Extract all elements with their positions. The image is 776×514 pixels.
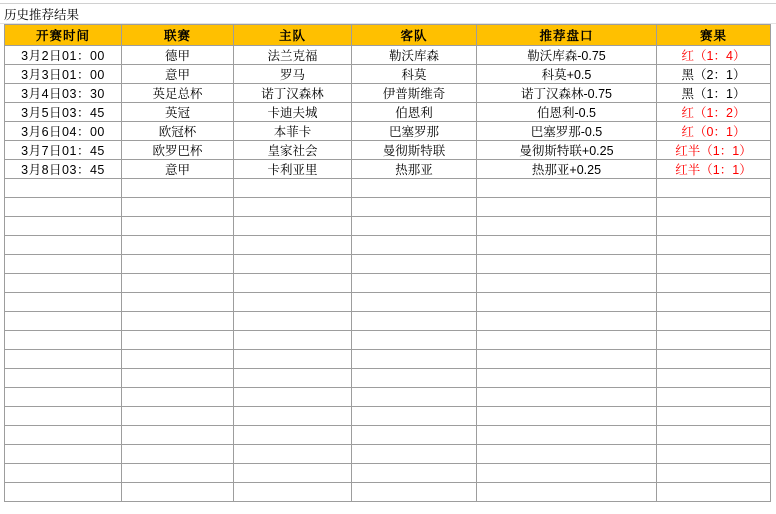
cell-empty [234, 483, 352, 502]
cell-result: 红半（1：1） [657, 160, 771, 179]
table-row [5, 141, 771, 160]
cell-empty [352, 426, 477, 445]
cell-empty [477, 483, 657, 502]
cell-empty [352, 407, 477, 426]
cell-away: 热那亚 [352, 160, 477, 179]
cell-empty [234, 236, 352, 255]
table-empty-row [5, 312, 771, 331]
cell-empty [122, 483, 234, 502]
cell-empty [5, 293, 122, 312]
table-empty-row [5, 255, 771, 274]
cell-away: 巴塞罗那 [352, 122, 477, 141]
cell-empty [122, 217, 234, 236]
cell-line: 热那亚+0.25 [477, 160, 657, 179]
cell-empty [234, 255, 352, 274]
table-empty-row [5, 464, 771, 483]
table-header-row [5, 25, 771, 46]
table-empty-row [5, 331, 771, 350]
cell-empty [477, 331, 657, 350]
cell-empty [122, 464, 234, 483]
cell-empty [657, 331, 771, 350]
cell-empty [352, 331, 477, 350]
cell-empty [5, 255, 122, 274]
cell-empty [657, 198, 771, 217]
cell-empty [477, 388, 657, 407]
cell-empty [234, 426, 352, 445]
cell-empty [352, 445, 477, 464]
cell-empty [477, 255, 657, 274]
table-empty-row [5, 426, 771, 445]
column-header-line: 推荐盘口 [477, 25, 657, 46]
cell-empty [657, 483, 771, 502]
cell-home: 罗马 [234, 65, 352, 84]
sheet-area [0, 24, 776, 502]
cell-empty [122, 312, 234, 331]
cell-empty [122, 426, 234, 445]
cell-empty [234, 312, 352, 331]
cell-empty [477, 179, 657, 198]
cell-away: 勒沃库森 [352, 46, 477, 65]
cell-empty [477, 198, 657, 217]
cell-empty [234, 274, 352, 293]
cell-empty [234, 350, 352, 369]
table-empty-row [5, 274, 771, 293]
cell-empty [477, 426, 657, 445]
cell-empty [5, 179, 122, 198]
cell-empty [477, 445, 657, 464]
cell-empty [657, 274, 771, 293]
cell-empty [122, 369, 234, 388]
cell-empty [234, 331, 352, 350]
cell-empty [352, 388, 477, 407]
cell-empty [352, 312, 477, 331]
cell-empty [5, 483, 122, 502]
cell-empty [122, 255, 234, 274]
cell-empty [234, 293, 352, 312]
cell-empty [122, 407, 234, 426]
document-title-row [0, 4, 776, 24]
page-title: 历史推荐结果 [4, 7, 80, 22]
table-row [5, 160, 771, 179]
cell-away: 科莫 [352, 65, 477, 84]
cell-result: 红（1：2） [657, 103, 771, 122]
cell-empty [5, 426, 122, 445]
history-recommendation-table [4, 24, 771, 502]
cell-empty [122, 388, 234, 407]
cell-time: 3月3日01：00 [5, 65, 122, 84]
cell-empty [234, 198, 352, 217]
table-body [5, 46, 771, 502]
cell-empty [657, 350, 771, 369]
cell-empty [5, 350, 122, 369]
table-empty-row [5, 236, 771, 255]
cell-line: 伯恩利-0.5 [477, 103, 657, 122]
column-header-time: 开赛时间 [5, 25, 122, 46]
cell-empty [477, 312, 657, 331]
cell-line: 诺丁汉森林-0.75 [477, 84, 657, 103]
cell-empty [5, 388, 122, 407]
cell-empty [352, 369, 477, 388]
cell-empty [234, 369, 352, 388]
cell-empty [5, 445, 122, 464]
cell-empty [234, 445, 352, 464]
cell-home: 本菲卡 [234, 122, 352, 141]
cell-empty [5, 312, 122, 331]
cell-league: 意甲 [122, 65, 234, 84]
cell-result: 黑（2：1） [657, 65, 771, 84]
cell-empty [477, 464, 657, 483]
cell-time: 3月7日01：45 [5, 141, 122, 160]
cell-line: 巴塞罗那-0.5 [477, 122, 657, 141]
cell-time: 3月8日03：45 [5, 160, 122, 179]
cell-empty [352, 217, 477, 236]
cell-league: 英足总杯 [122, 84, 234, 103]
cell-result: 红半（1：1） [657, 141, 771, 160]
cell-empty [477, 350, 657, 369]
column-header-league: 联赛 [122, 25, 234, 46]
cell-empty [122, 274, 234, 293]
cell-away: 曼彻斯特联 [352, 141, 477, 160]
table-row [5, 46, 771, 65]
cell-empty [477, 236, 657, 255]
cell-empty [122, 293, 234, 312]
column-header-result: 赛果 [657, 25, 771, 46]
cell-empty [5, 369, 122, 388]
cell-home: 卡利亚里 [234, 160, 352, 179]
cell-empty [352, 293, 477, 312]
cell-empty [477, 407, 657, 426]
column-header-home: 主队 [234, 25, 352, 46]
cell-empty [657, 179, 771, 198]
cell-empty [477, 293, 657, 312]
table-empty-row [5, 407, 771, 426]
cell-time: 3月5日03：45 [5, 103, 122, 122]
cell-empty [352, 236, 477, 255]
cell-empty [657, 464, 771, 483]
cell-empty [477, 369, 657, 388]
cell-league: 欧罗巴杯 [122, 141, 234, 160]
table-empty-row [5, 369, 771, 388]
cell-empty [657, 388, 771, 407]
table-empty-row [5, 293, 771, 312]
table-empty-row [5, 179, 771, 198]
cell-home: 诺丁汉森林 [234, 84, 352, 103]
cell-empty [352, 483, 477, 502]
cell-away: 伊普斯维奇 [352, 84, 477, 103]
table-row [5, 65, 771, 84]
cell-empty [5, 217, 122, 236]
cell-empty [234, 217, 352, 236]
cell-home: 皇家社会 [234, 141, 352, 160]
cell-empty [657, 445, 771, 464]
cell-away: 伯恩利 [352, 103, 477, 122]
table-empty-row [5, 445, 771, 464]
cell-league: 欧冠杯 [122, 122, 234, 141]
cell-empty [122, 350, 234, 369]
table-empty-row [5, 217, 771, 236]
cell-empty [657, 312, 771, 331]
cell-empty [5, 407, 122, 426]
cell-empty [352, 350, 477, 369]
cell-empty [657, 236, 771, 255]
cell-empty [352, 255, 477, 274]
cell-empty [477, 274, 657, 293]
table-empty-row [5, 350, 771, 369]
cell-time: 3月4日03：30 [5, 84, 122, 103]
cell-empty [234, 464, 352, 483]
cell-empty [122, 331, 234, 350]
cell-empty [5, 274, 122, 293]
table-row [5, 122, 771, 141]
cell-empty [657, 255, 771, 274]
cell-empty [657, 369, 771, 388]
cell-empty [234, 407, 352, 426]
cell-empty [657, 407, 771, 426]
table-row [5, 84, 771, 103]
cell-league: 英冠 [122, 103, 234, 122]
cell-line: 勒沃库森-0.75 [477, 46, 657, 65]
cell-empty [122, 179, 234, 198]
table-empty-row [5, 483, 771, 502]
cell-empty [352, 179, 477, 198]
cell-league: 意甲 [122, 160, 234, 179]
cell-empty [477, 217, 657, 236]
cell-empty [122, 198, 234, 217]
cell-result: 红（1：4） [657, 46, 771, 65]
cell-empty [122, 445, 234, 464]
cell-empty [234, 179, 352, 198]
cell-empty [5, 331, 122, 350]
cell-empty [657, 217, 771, 236]
cell-league: 德甲 [122, 46, 234, 65]
table-empty-row [5, 198, 771, 217]
cell-empty [5, 236, 122, 255]
cell-time: 3月2日01：00 [5, 46, 122, 65]
cell-empty [352, 198, 477, 217]
cell-line: 科莫+0.5 [477, 65, 657, 84]
table-empty-row [5, 388, 771, 407]
column-header-away: 客队 [352, 25, 477, 46]
cell-empty [5, 198, 122, 217]
cell-result: 红（0：1） [657, 122, 771, 141]
cell-line: 曼彻斯特联+0.25 [477, 141, 657, 160]
cell-empty [5, 464, 122, 483]
cell-result: 黑（1：1） [657, 84, 771, 103]
cell-empty [122, 236, 234, 255]
cell-empty [352, 464, 477, 483]
cell-empty [657, 426, 771, 445]
table-header [5, 25, 771, 46]
cell-time: 3月6日04：00 [5, 122, 122, 141]
cell-empty [352, 274, 477, 293]
table-row [5, 103, 771, 122]
cell-home: 法兰克福 [234, 46, 352, 65]
cell-empty [657, 293, 771, 312]
cell-home: 卡迪夫城 [234, 103, 352, 122]
cell-empty [234, 388, 352, 407]
